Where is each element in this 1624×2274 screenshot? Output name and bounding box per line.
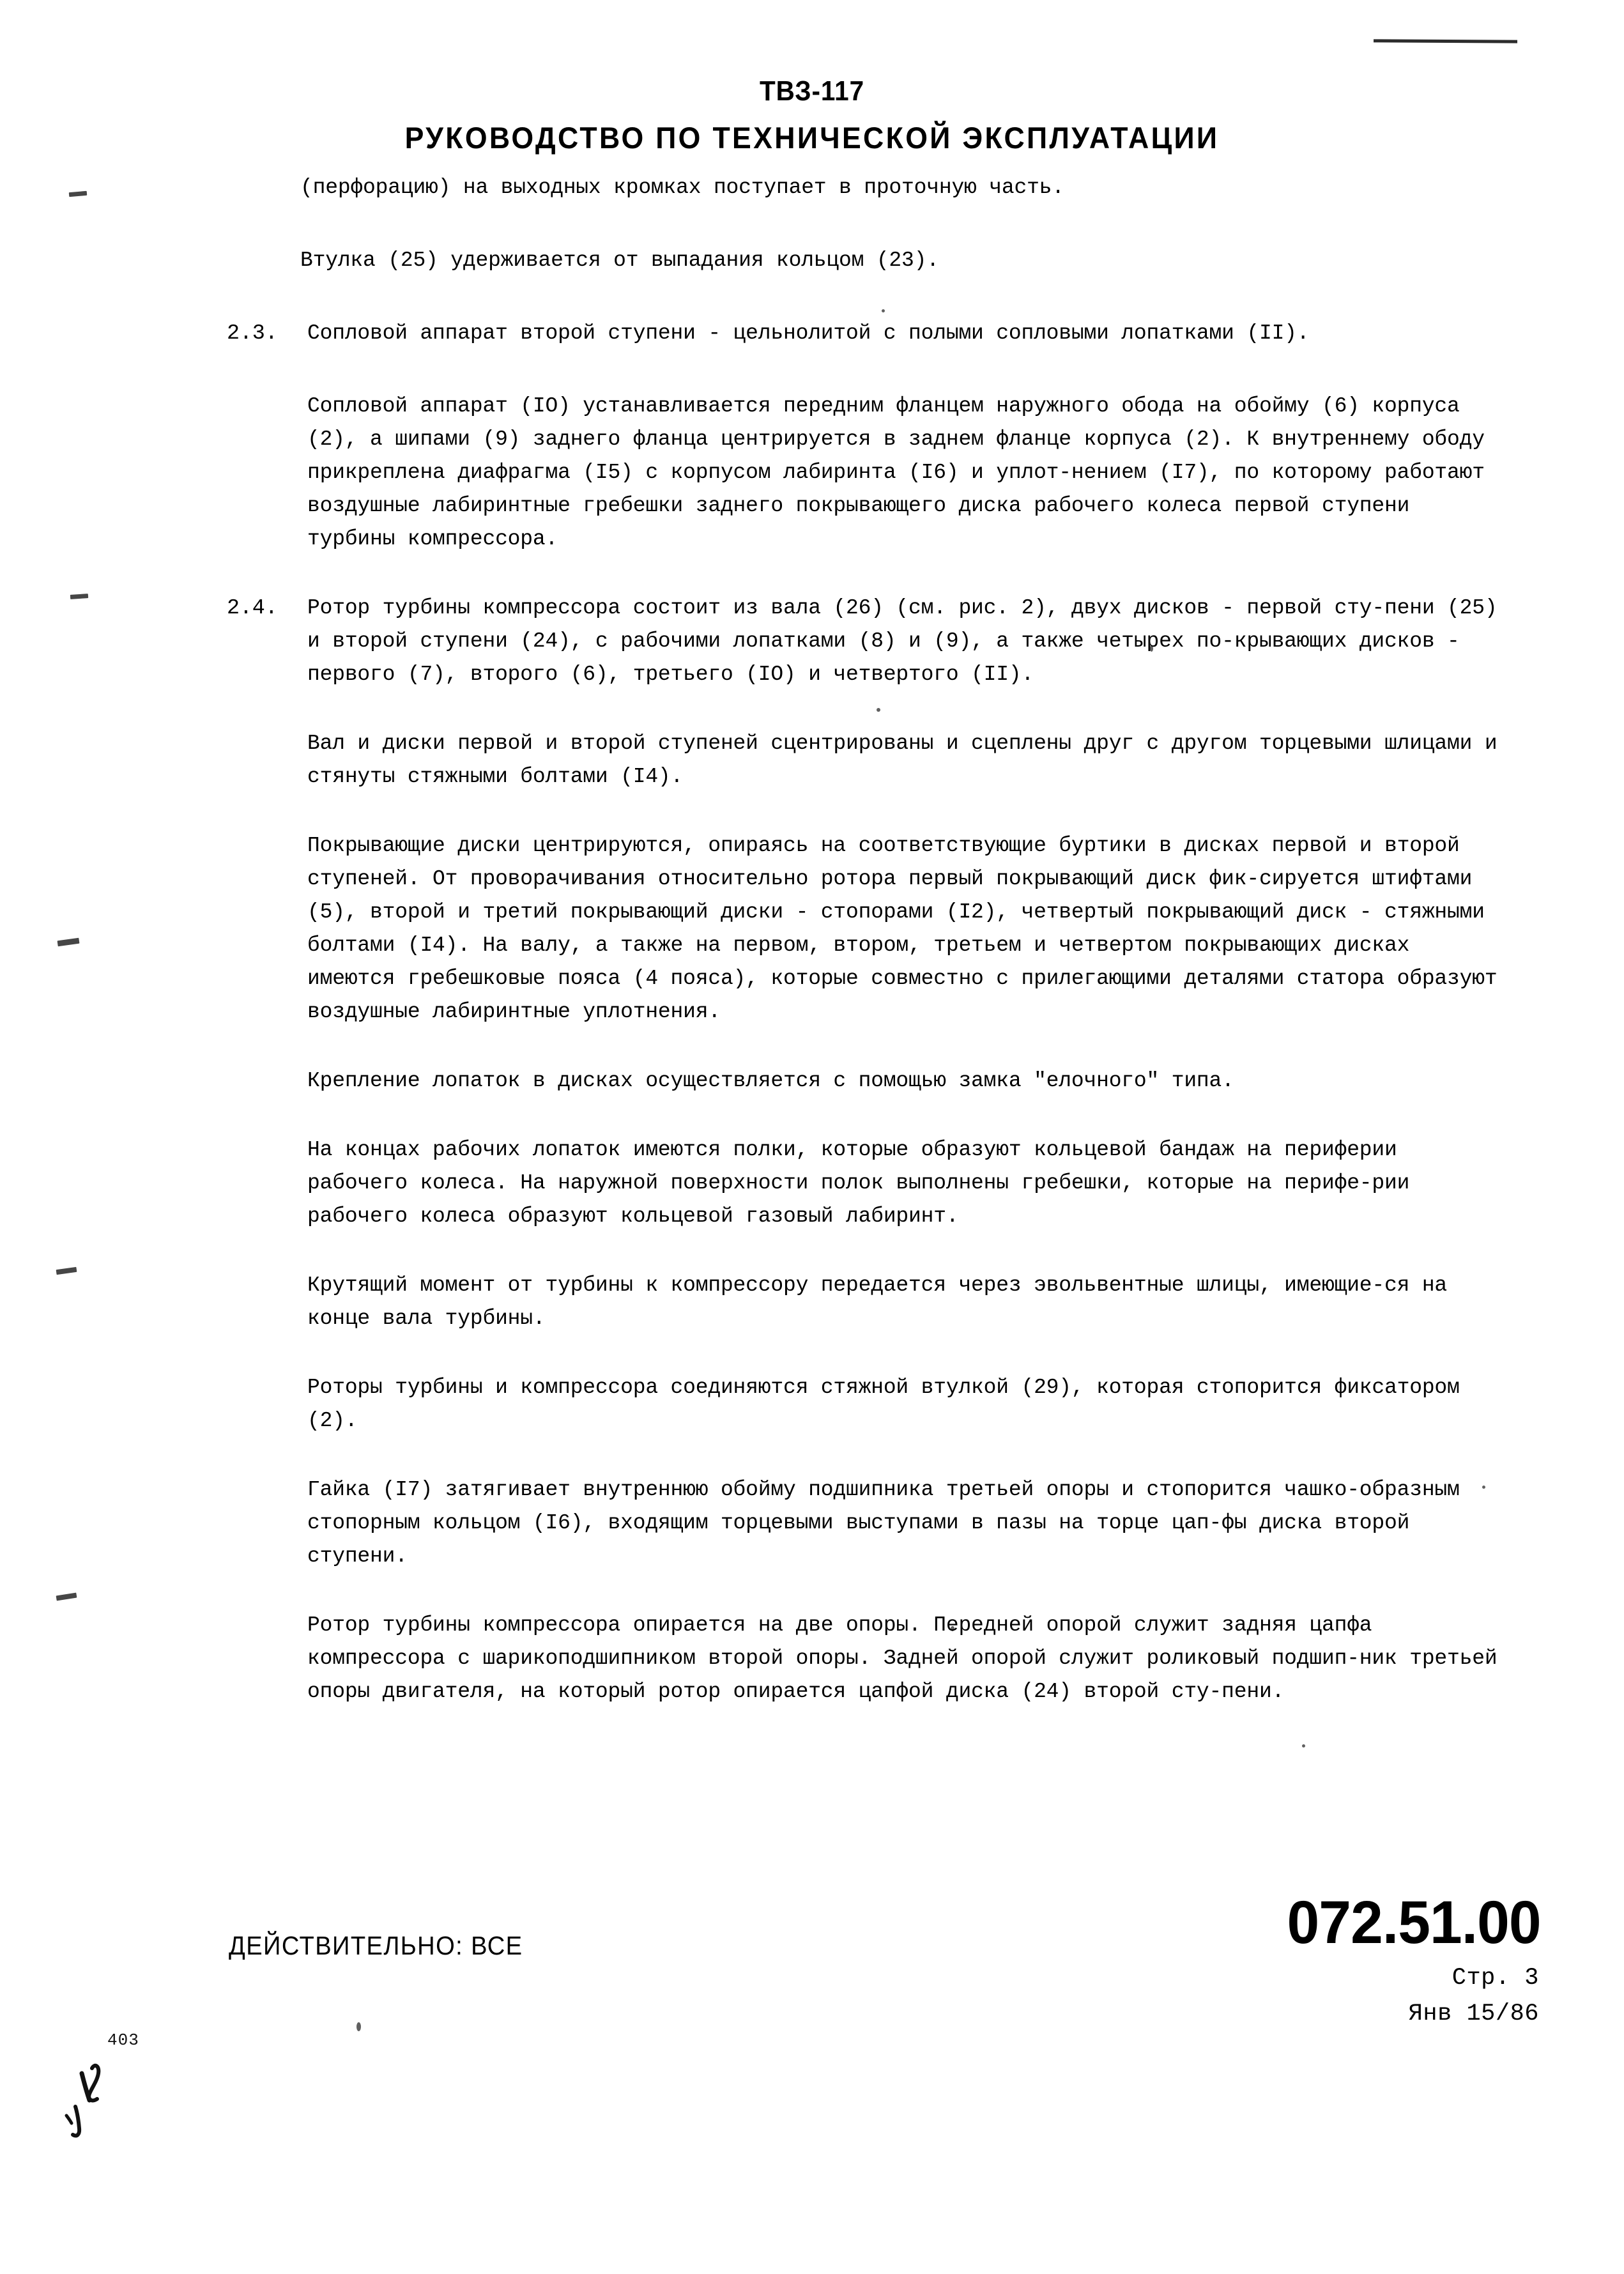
manual-title: РУКОВОДСТВО ПО ТЕХНИЧЕСКОЙ ЭКСПЛУАТАЦИИ <box>404 121 1220 155</box>
clause-2-4-number: 2.4. <box>227 596 278 620</box>
effectivity-statement: ДЕЙСТВИТЕЛЬНО: ВСЕ <box>229 1931 523 1960</box>
paragraph-nut-locking: Гайка (I7) затягивает внутреннюю обойму подшипника третьей опоры и стопорится чашко-образным стопорным кольцом (I6), входящим торцевыми выступами в пазы на торце цап-фы диска второй ступени. <box>307 1478 1473 1569</box>
revision-date-label: Янв 15/86 <box>1408 2001 1539 2027</box>
clause-2-3-number: 2.3. <box>227 321 278 346</box>
paragraph-shaft-discs: Вал и диски первой и второй ступеней сцентрированы и сцеплены друг с другом торцевыми шлицами и стянуты стяжными болтами (I4). <box>307 732 1510 789</box>
ata-chapter-code: 072.51.00 <box>1287 1889 1541 1956</box>
paragraph-rotor-supports: Ротор турбины компрессора опирается на две опоры. Передней опорой служит задняя цапфа компрессора с шарикоподшипником второй опоры. Задней опорой служит роликовый подшип-ник третьей опоры двигателя, на который ротор опирается цапфой диска (24) второй сту-пени. <box>307 1613 1510 1704</box>
document-body <box>0 171 1624 1709</box>
paragraph-rotor-coupling: Роторы турбины и компрессора соединяются стяжной втулкой (29), которая стопорится фиксатором (2). <box>307 1376 1473 1433</box>
scan-speck <box>1302 1744 1305 1748</box>
handwritten-annotation <box>56 2054 165 2163</box>
paragraph-torque-transfer: Крутящий момент от турбины к компрессору передается через эвольвентные шлицы, имеющие-ся на конце вала турбины. <box>307 1273 1460 1331</box>
engine-model-title: ТВЗ-117 <box>759 75 865 107</box>
paragraph-cover-discs: Покрывающие диски центрируются, опираясь на соответствующие буртики в дисках первой и второй ступеней. От проворачивания относительно ротора первый покрывающий диск фик-сируется штифтами (5), второй и третий покрывающий диски - стопорами (I2), четвертый покрывающий диск - стяжными болтами (I4). На валу, а также на первом, втором, третьем и четвертом покрывающих дисках имеются гребешковые пояса (4 пояса), которые совместно с прилегающими деталями статора образуют воздушные лабиринтные уплотнения. <box>307 834 1510 1024</box>
paragraph-intro-2: Втулка (25) удерживается от выпадания кольцом (23). <box>300 249 939 273</box>
paragraph-nozzle-assembly: Сопловой аппарат (IO) устанавливается передним фланцем наружного обода на обойму (6) корпуса (2), а шипами (9) заднего фланца центрируется в заднем фланце корпуса (2). К внутреннему ободу прикреплена диафрагма (I5) с корпусом лабиринта (I6) и уплот-нением (I7), по которому работают воздушные лабиринтные гребешки заднего покрывающего диска рабочего колеса первой ступени турбины компрессора. <box>307 394 1498 551</box>
clause-2-4-text: Ротор турбины компрессора состоит из вала (26) (см. рис. 2), двух дисков - первой сту-пени (25) и второй ступени (24), с рабочими лопатками (8) и (9), а также четырех по-крывающих дисков - первого (7), второго (6), третьего (IO) и четвертого (II). <box>307 596 1510 687</box>
clause-2-3 <box>227 317 1528 350</box>
clause-2-3-text: Сопловой аппарат второй ступени - цельнолитой с полыми сопловыми лопатками (II). <box>307 321 1310 346</box>
archive-stamp-number: 403 <box>107 2031 139 2050</box>
page-number-label: Стр. 3 <box>1452 1965 1539 1992</box>
document-header <box>0 75 1624 155</box>
scan-streak-artifact <box>1374 39 1517 43</box>
paragraph-intro-1: (перфорацию) на выходных кромках поступает в проточную часть. <box>300 176 1064 200</box>
paragraph-blade-attachment: Крепление лопаток в дисках осуществляется с помощью замка "елочного" типа. <box>307 1069 1234 1093</box>
document-footer <box>0 1889 1624 2121</box>
paragraph-blade-shrouds: На концах рабочих лопаток имеются полки, которые образуют кольцевой бандаж на периферии рабочего колеса. На наружной поверхности полок выполнены гребешки, которые на перифе-рии рабочего колеса образуют кольцевой газовый лабиринт. <box>307 1138 1422 1229</box>
clause-2-4 <box>227 592 1528 691</box>
